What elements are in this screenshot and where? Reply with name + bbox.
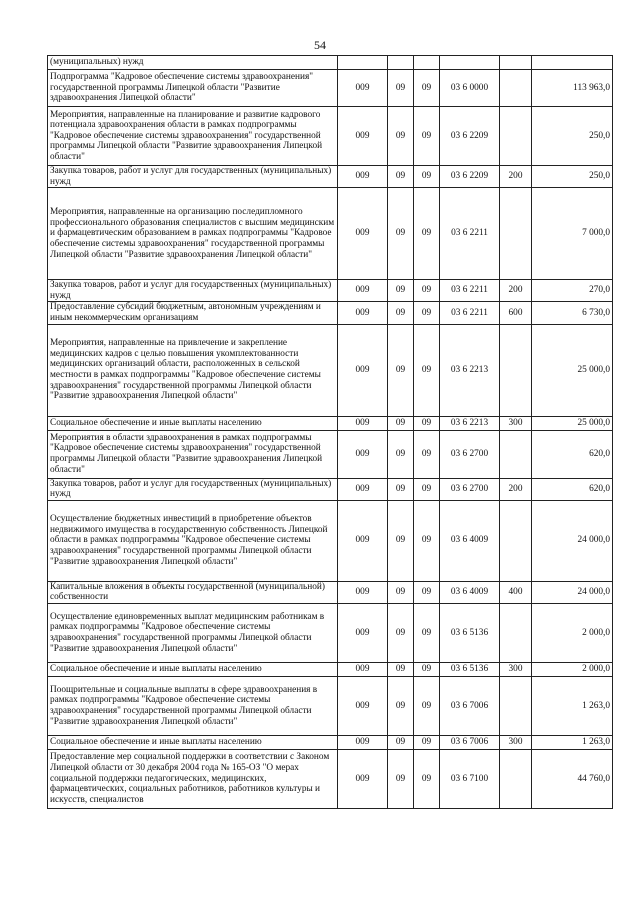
target-article-cell: 03 6 4009	[440, 581, 500, 603]
ministry-code-cell: 009	[338, 166, 388, 188]
ministry-code-cell	[338, 56, 388, 70]
amount-cell: 250,0	[532, 107, 613, 166]
expense-type-cell	[500, 676, 532, 735]
amount-cell: 113 963,0	[532, 70, 613, 107]
subsection-code-cell: 09	[414, 662, 440, 676]
section-code-cell: 09	[388, 166, 414, 188]
ministry-code-cell: 009	[338, 478, 388, 500]
section-code-cell: 09	[388, 662, 414, 676]
amount-cell: 1 263,0	[532, 735, 613, 749]
ministry-code-cell: 009	[338, 676, 388, 735]
amount-cell: 1 263,0	[532, 676, 613, 735]
target-article-cell: 03 6 4009	[440, 500, 500, 581]
target-article-cell: 03 6 7006	[440, 735, 500, 749]
subsection-code-cell: 09	[414, 324, 440, 416]
amount-cell: 250,0	[532, 166, 613, 188]
subsection-code-cell: 09	[414, 302, 440, 324]
target-article-cell: 03 6 2700	[440, 430, 500, 478]
target-article-cell	[440, 56, 500, 70]
subsection-code-cell: 09	[414, 280, 440, 302]
target-article-cell: 03 6 2209	[440, 166, 500, 188]
expense-name-cell: Социальное обеспечение и иные выплаты населению	[48, 735, 338, 749]
table-row	[48, 280, 613, 302]
amount-cell: 7 000,0	[532, 188, 613, 280]
table-row	[48, 603, 613, 662]
target-article-cell: 03 6 2700	[440, 478, 500, 500]
table-row	[48, 749, 613, 808]
section-code-cell	[388, 56, 414, 70]
expense-name-cell: Мероприятия, направленные на планирование и развитие кадрового потенциала здравоохранения области в рамках подпрограммы "Кадровое обеспечение системы здравоохранения" государственной программы Липецкой области "Развитие здравоохранения Липецкой области"	[48, 107, 338, 166]
expense-type-cell	[500, 603, 532, 662]
section-code-cell: 09	[388, 430, 414, 478]
table-row	[48, 107, 613, 166]
expense-name-cell: Капитальные вложения в объекты государственной (муниципальной) собственности	[48, 581, 338, 603]
expense-type-cell: 200	[500, 280, 532, 302]
expense-name-cell: Предоставление мер социальной поддержки в соответствии с Законом Липецкой области от 30 декабря 2004 года № 165-ОЗ "О мерах социальной поддержки педагогических, медицинских, фармацевтических, социальных работников, работников культуры и искусств, специалистов	[48, 749, 338, 808]
section-code-cell: 09	[388, 581, 414, 603]
expense-type-cell	[500, 749, 532, 808]
target-article-cell: 03 6 2209	[440, 107, 500, 166]
subsection-code-cell	[414, 56, 440, 70]
expense-type-cell	[500, 430, 532, 478]
subsection-code-cell: 09	[414, 676, 440, 735]
ministry-code-cell: 009	[338, 302, 388, 324]
subsection-code-cell: 09	[414, 500, 440, 581]
section-code-cell: 09	[388, 749, 414, 808]
expense-name-cell: Поощрительные и социальные выплаты в сфере здравоохранения в рамках подпрограммы "Кадровое обеспечение системы здравоохранения" государственной программы Липецкой области "Развитие здравоохранения Липецкой области"	[48, 676, 338, 735]
subsection-code-cell: 09	[414, 416, 440, 430]
table-row	[48, 581, 613, 603]
subsection-code-cell: 09	[414, 107, 440, 166]
table-row	[48, 70, 613, 107]
target-article-cell: 03 6 5136	[440, 662, 500, 676]
expense-name-cell: Закупка товаров, работ и услуг для государственных (муниципальных) нужд	[48, 166, 338, 188]
target-article-cell: 03 6 5136	[440, 603, 500, 662]
target-article-cell: 03 6 2213	[440, 324, 500, 416]
target-article-cell: 03 6 2211	[440, 280, 500, 302]
subsection-code-cell: 09	[414, 581, 440, 603]
subsection-code-cell: 09	[414, 735, 440, 749]
table-row	[48, 662, 613, 676]
expense-type-cell: 600	[500, 302, 532, 324]
table-row	[48, 166, 613, 188]
ministry-code-cell: 009	[338, 603, 388, 662]
table-row	[48, 416, 613, 430]
ministry-code-cell: 009	[338, 749, 388, 808]
expense-type-cell: 300	[500, 735, 532, 749]
ministry-code-cell: 009	[338, 324, 388, 416]
expense-name-cell: Социальное обеспечение и иные выплаты населению	[48, 416, 338, 430]
expense-type-cell: 200	[500, 478, 532, 500]
amount-cell: 270,0	[532, 280, 613, 302]
expense-name-cell: Социальное обеспечение и иные выплаты населению	[48, 662, 338, 676]
table-row	[48, 500, 613, 581]
amount-cell: 44 760,0	[532, 749, 613, 808]
ministry-code-cell: 009	[338, 416, 388, 430]
table-row	[48, 56, 613, 70]
table-row	[48, 324, 613, 416]
budget-table	[47, 55, 613, 809]
subsection-code-cell: 09	[414, 430, 440, 478]
amount-cell: 24 000,0	[532, 500, 613, 581]
section-code-cell: 09	[388, 500, 414, 581]
target-article-cell: 03 6 2211	[440, 302, 500, 324]
subsection-code-cell: 09	[414, 70, 440, 107]
table-row	[48, 430, 613, 478]
section-code-cell: 09	[388, 735, 414, 749]
expense-type-cell: 200	[500, 166, 532, 188]
expense-type-cell	[500, 70, 532, 107]
expense-name-cell: Закупка товаров, работ и услуг для государственных (муниципальных) нужд	[48, 280, 338, 302]
section-code-cell: 09	[388, 603, 414, 662]
section-code-cell: 09	[388, 416, 414, 430]
expense-type-cell: 300	[500, 662, 532, 676]
section-code-cell: 09	[388, 478, 414, 500]
ministry-code-cell: 009	[338, 70, 388, 107]
expense-name-cell: Осуществление бюджетных инвестиций в приобретение объектов недвижимого имущества в государственную собственность Липецкой области в рамках подпрограммы "Кадровое обеспечение системы здравоохранения" государственной программы Липецкой области "Развитие здравоохранения Липецкой области"	[48, 500, 338, 581]
expense-name-cell: Мероприятия, направленные на организацию последипломного профессионального образования специалистов с высшим медицинским и фармацевтическим образованием в рамках подпрограммы "Кадровое обеспечение системы здравоохранения" государственной программы Липецкой области "Развитие здравоохранения Липецкой области"	[48, 188, 338, 280]
target-article-cell: 03 6 7006	[440, 676, 500, 735]
subsection-code-cell: 09	[414, 166, 440, 188]
section-code-cell: 09	[388, 302, 414, 324]
expense-name-cell: Мероприятия в области здравоохранения в рамках подпрограммы "Кадровое обеспечение системы здравоохранения" государственной программы Липецкой области "Развитие здравоохранения Липецкой области"	[48, 430, 338, 478]
amount-cell: 6 730,0	[532, 302, 613, 324]
expense-type-cell	[500, 56, 532, 70]
ministry-code-cell: 009	[338, 735, 388, 749]
subsection-code-cell: 09	[414, 188, 440, 280]
amount-cell: 620,0	[532, 478, 613, 500]
table-row	[48, 676, 613, 735]
table-row	[48, 302, 613, 324]
target-article-cell: 03 6 7100	[440, 749, 500, 808]
expense-name-cell: Предоставление субсидий бюджетным, автономным учреждениям и иным некоммерческим организациям	[48, 302, 338, 324]
expense-name-cell: Подпрограмма "Кадровое обеспечение системы здравоохранения" государственной программы Липецкой области "Развитие здравоохранения Липецкой области"	[48, 70, 338, 107]
amount-cell: 2 000,0	[532, 662, 613, 676]
subsection-code-cell: 09	[414, 749, 440, 808]
amount-cell: 25 000,0	[532, 416, 613, 430]
section-code-cell: 09	[388, 676, 414, 735]
table-row	[48, 735, 613, 749]
table-body	[48, 56, 613, 809]
expense-name-cell: Закупка товаров, работ и услуг для государственных (муниципальных) нужд	[48, 478, 338, 500]
target-article-cell: 03 6 0000	[440, 70, 500, 107]
section-code-cell: 09	[388, 188, 414, 280]
ministry-code-cell: 009	[338, 581, 388, 603]
section-code-cell: 09	[388, 70, 414, 107]
section-code-cell: 09	[388, 280, 414, 302]
target-article-cell: 03 6 2213	[440, 416, 500, 430]
target-article-cell: 03 6 2211	[440, 188, 500, 280]
ministry-code-cell: 009	[338, 430, 388, 478]
ministry-code-cell: 009	[338, 188, 388, 280]
expense-type-cell	[500, 107, 532, 166]
expense-name-cell: Мероприятия, направленные на привлечение и закрепление медицинских кадров с целью повышения укомплектованности медицинских организаций области, расположенных в сельской местности в рамках подпрограммы "Кадровое обеспечение системы здравоохранения" государственной программы Липецкой области "Развитие здравоохранения Липецкой области"	[48, 324, 338, 416]
expense-name-cell: Осуществление единовременных выплат медицинским работникам в рамках подпрограммы "Кадровое обеспечение системы здравоохранения" государственной программы Липецкой области "Развитие здравоохранения Липецкой области"	[48, 603, 338, 662]
amount-cell: 620,0	[532, 430, 613, 478]
subsection-code-cell: 09	[414, 478, 440, 500]
ministry-code-cell: 009	[338, 107, 388, 166]
ministry-code-cell: 009	[338, 500, 388, 581]
amount-cell	[532, 56, 613, 70]
table-row	[48, 188, 613, 280]
ministry-code-cell: 009	[338, 662, 388, 676]
expense-type-cell: 300	[500, 416, 532, 430]
section-code-cell: 09	[388, 107, 414, 166]
amount-cell: 24 000,0	[532, 581, 613, 603]
subsection-code-cell: 09	[414, 603, 440, 662]
ministry-code-cell: 009	[338, 280, 388, 302]
expense-type-cell	[500, 324, 532, 416]
section-code-cell: 09	[388, 324, 414, 416]
expense-type-cell	[500, 188, 532, 280]
expense-name-cell: (муниципальных) нужд	[48, 56, 338, 70]
amount-cell: 2 000,0	[532, 603, 613, 662]
table-row	[48, 478, 613, 500]
expense-type-cell: 400	[500, 581, 532, 603]
expense-type-cell	[500, 500, 532, 581]
page-number: 54	[314, 38, 326, 52]
amount-cell: 25 000,0	[532, 324, 613, 416]
